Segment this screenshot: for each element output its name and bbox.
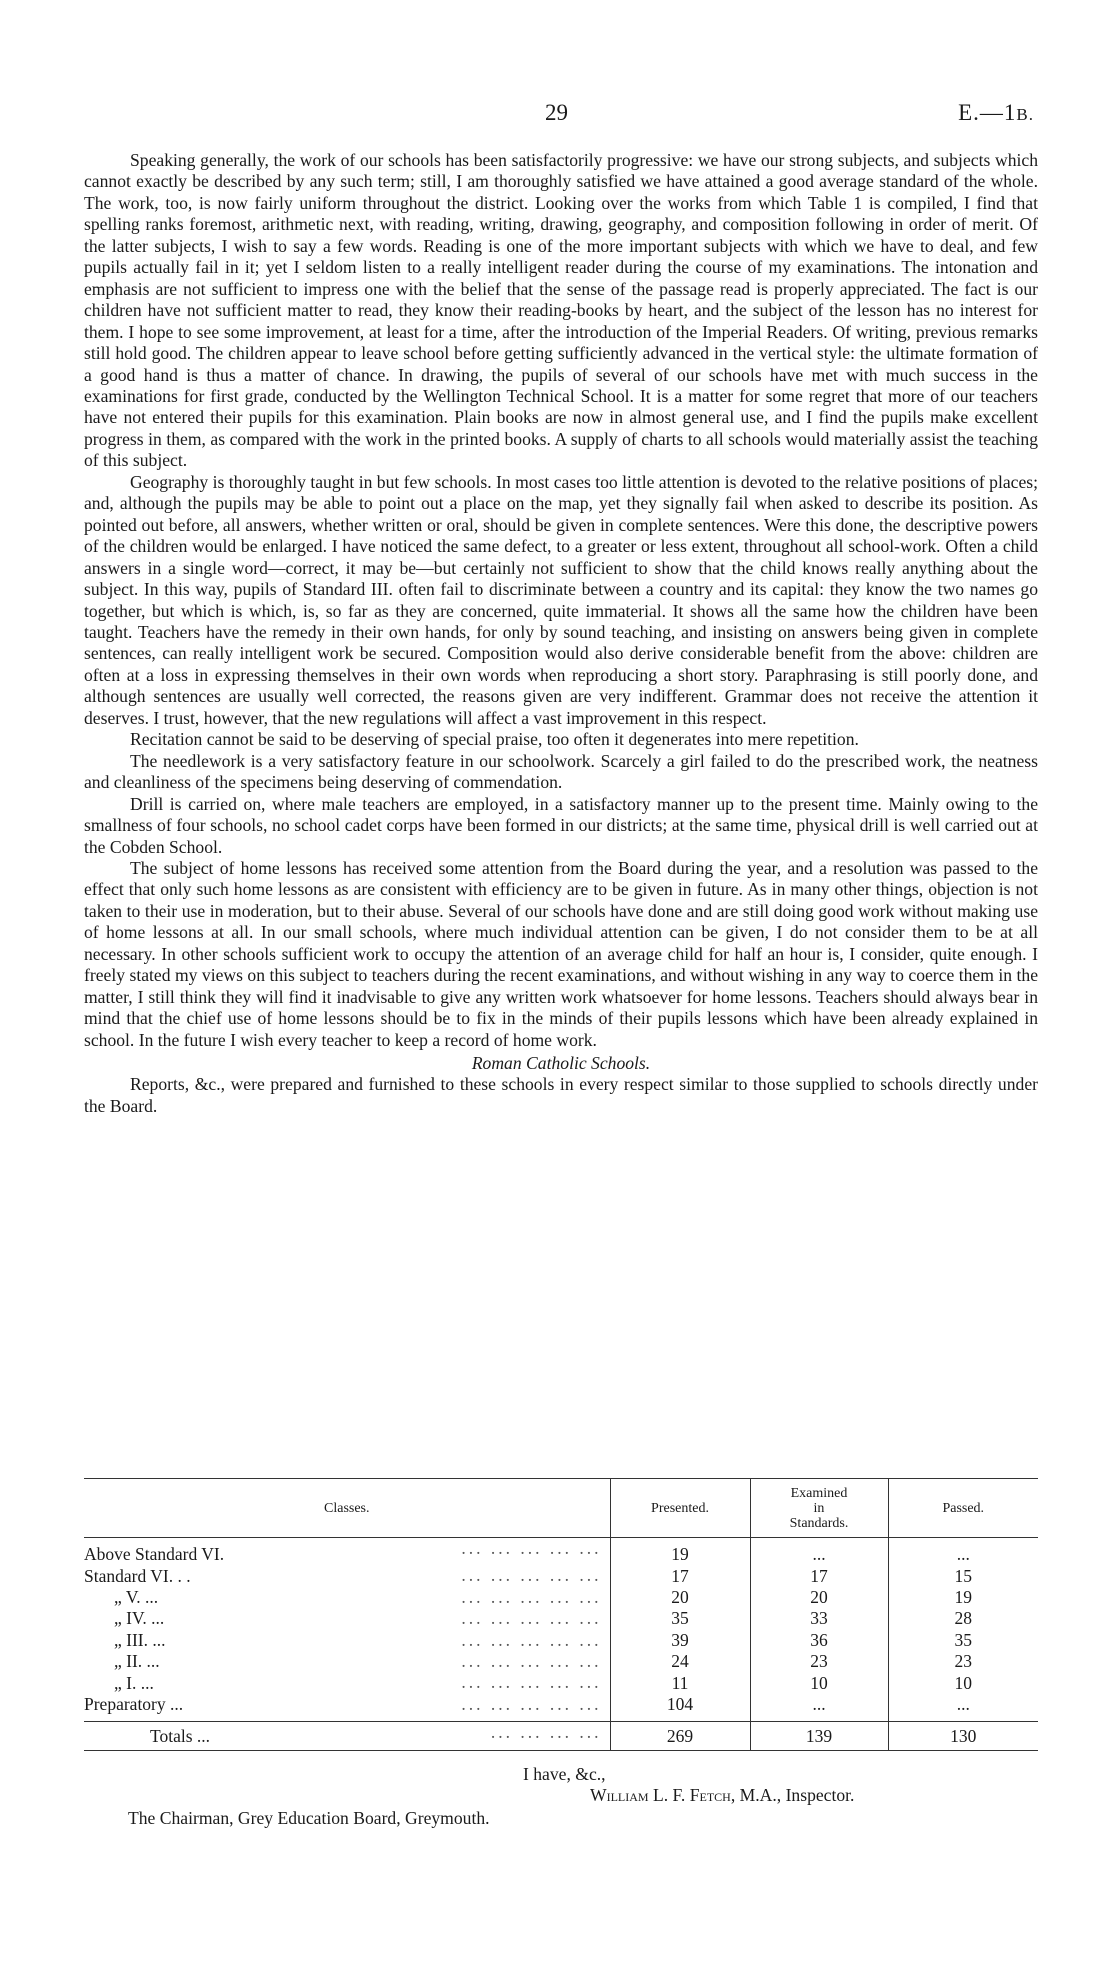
total-presented: 269	[610, 1722, 750, 1751]
cell-presented: 20	[610, 1587, 750, 1608]
cell-examined: 10	[750, 1672, 888, 1693]
paragraph-geography: Geography is thoroughly taught in but few schools. In most cases too little attention is devoted to the relative positions of places; and, although the pupils may be able to point out a place on the map, yet they signally fail when asked to describe its position. As pointed out before, all answers, whether written or oral, should be given in complete sentences. Were this done, the descriptive powers of the children would be enlarged. I have noticed the same defect, to a greater or less extent, throughout all school-work. Often a child answers in a single word—correct, it may be—but certainly not sufficient to show that the child knows really anything about the subject. In this way, pupils of Standard III. often fail to discriminate between a country and its capital: they know the two names go together, but which is which, is, so far as they are concerned, quite immaterial. It shows all the same how the children have been taught. Teachers have the remedy in their own hands, for only by sound teaching, and insisting on answers being given in complete sentences, can really intelligent work be secured. Composition would also derive considerable benefit from the above: children are often at a loss in expressing themselves in their own words when reproducing a short story. Paraphrasing is still poorly done, and although sentences are usually well corrected, the reasons given are very indifferent. Grammar does not receive the attention it deserves. I trust, however, that the new regulations will affect a vast improvement in this respect.	[84, 471, 1038, 728]
cell-passed: ...	[888, 1694, 1038, 1722]
paragraph-home-lessons: The subject of home lessons has received some attention from the Board during the year, and a resolution was passed to the effect that only such home lessons as are consistent with efficiency are to be given in future. As in many other things, objection is not taken to their use in moderation, but to their abuse. Several of our schools have done and are still doing good work without making use of home lessons at all. In our small schools, where much individual attention can be given, I do not consider them to be at all necessary. In other schools sufficient work to occupy the attention of an average child for half an hour is, I consider, quite enough. I freely stated my views on this subject to teachers during the recent examinations, and without wishing in any way to coerce them in the matter, I still think they will find it inadvisable to give any written work whatsoever for home lessons. Teachers should always bear in mind that the chief use of home lessons should be to fix in the minds of their pupils lessons which have been already explained in school. In the future I wish every teacher to keep a record of home work.	[84, 857, 1038, 1050]
row-label: „ V. ...	[84, 1587, 162, 1607]
row-label: „ III. ...	[84, 1630, 170, 1650]
cell-examined: 23	[750, 1651, 888, 1672]
page-number: 29	[545, 100, 568, 125]
cell-passed: ...	[888, 1538, 1038, 1566]
cell-examined: ...	[750, 1538, 888, 1566]
paragraph-drill: Drill is carried on, where male teachers are employed, in a satisfactory manner up to the present time. Mainly owing to the smallness of four schools, no school cadet corps have been formed in our districts; at the same time, physical drill is well carried out at the Cobden School.	[84, 793, 1038, 857]
table-row: „ I. ... ... ... ... ... ... 11 10 10	[84, 1672, 1038, 1693]
cell-examined: 17	[750, 1565, 888, 1586]
cell-passed: 10	[888, 1672, 1038, 1693]
row-label: „ I. ...	[84, 1673, 158, 1693]
results-table	[84, 1478, 1038, 1751]
header-examined-line3: Standards.	[789, 1515, 849, 1531]
cell-examined: 36	[750, 1630, 888, 1651]
total-examined: 139	[750, 1722, 888, 1751]
cell-presented: 11	[610, 1672, 750, 1693]
table-row: Above Standard VI. ... ... ... ... ... 19 ... ...	[84, 1538, 1038, 1566]
closing-salutation: I have, &c.,	[523, 1764, 606, 1784]
cell-presented: 24	[610, 1651, 750, 1672]
document-reference-suffix: B.	[1016, 105, 1034, 124]
cell-passed: 23	[888, 1651, 1038, 1672]
row-label: Standard VI. . .	[84, 1566, 195, 1586]
cell-presented: 104	[610, 1694, 750, 1722]
section-heading-roman-catholic: Roman Catholic Schools.	[471, 1053, 651, 1074]
paragraph-rc-intro: Reports, &c., were prepared and furnished to these schools in every respect similar to those supplied to schools directly under the Board.	[84, 1074, 1038, 1116]
table-row: „ V. ... ... ... ... ... ... 20 20 19	[84, 1587, 1038, 1608]
header-classes: Classes.	[84, 1479, 610, 1538]
paragraph-recitation: Recitation cannot be said to be deserving of special praise, too often it degenerates into mere repetition.	[130, 729, 859, 750]
totals-label: Totals ...	[84, 1726, 214, 1746]
signature-title: , M.A., Inspector.	[730, 1785, 855, 1805]
header-examined	[750, 1479, 888, 1538]
cell-examined: 20	[750, 1587, 888, 1608]
cell-presented: 17	[610, 1565, 750, 1586]
cell-examined: 33	[750, 1608, 888, 1629]
table-row: „ IV. ... ... ... ... ... ... 35 33 28	[84, 1608, 1038, 1629]
cell-presented: 19	[610, 1538, 750, 1566]
table-row: Standard VI. . . ... ... ... ... ... 17 17 15	[84, 1565, 1038, 1586]
row-label: Preparatory ...	[84, 1694, 187, 1714]
row-label: „ IV. ...	[84, 1608, 168, 1628]
row-label: Above Standard VI.	[84, 1544, 228, 1564]
table-row: „ II. ... ... ... ... ... ... 24 23 23	[84, 1651, 1038, 1672]
paragraph-needlework: The needlework is a very satisfactory feature in our schoolwork. Scarcely a girl failed to do the prescribed work, the neatness and cleanliness of the specimens being deserving of commendation.	[84, 750, 1038, 793]
table-row: Preparatory ... ... ... ... ... ... 104 ... ...	[84, 1694, 1038, 1722]
header-examined-line1: Examined	[790, 1485, 848, 1501]
report-body	[84, 150, 1038, 1117]
total-passed: 130	[888, 1722, 1038, 1751]
addressee: The Chairman, Grey Education Board, Greymouth.	[128, 1808, 490, 1828]
paragraph-general: Speaking generally, the work of our schools has been satisfactorily progressive: we have our strong subjects, and subjects which cannot exactly be described by any such term; still, I am thoroughly satisfied we have attained a good average standard of the whole. The work, too, is now fairly uniform throughout the district. Looking over the works from which Table 1 is compiled, I find that spelling ranks foremost, arithmetic next, with reading, writing, drawing, geography, and composition following in order of merit. Of the latter subjects, I wish to say a few words. Reading is one of the more important subjects with which we have to deal, and few pupils actually fail in it; yet I seldom listen to a really intelligent reader during the course of my examinations. The intonation and emphasis are not sufficient to impress one with the belief that the sense of the passage read is properly appreciated. The fact is our children have not sufficient matter to read, they know their reading-books by heart, and the subject of the lesson has no interest for them. I hope to see some improvement, at least for a time, after the introduction of the Imperial Readers. Of writing, previous remarks still hold good. The children appear to leave school before getting sufficiently advanced in the vertical style: the ultimate formation of a good hand is thus a matter of chance. In drawing, the pupils of several of our schools have met with much success in the examinations for first grade, conducted by the Wellington Technical School. It is a matter for some regret that more of our teachers have not entered their pupils for this examination. Plain books are now in almost general use, and I find the pupils make excellent progress in them, as compared with the work in the printed books. A supply of charts to all schools would materially assist the teaching of this subject.	[84, 150, 1038, 471]
signature	[590, 1785, 1114, 1806]
header-examined-line2: in	[813, 1500, 825, 1516]
cell-passed: 19	[888, 1587, 1038, 1608]
cell-passed: 15	[888, 1565, 1038, 1586]
table-row: „ III. ... ... ... ... ... ... 39 36 35	[84, 1630, 1038, 1651]
cell-presented: 39	[610, 1630, 750, 1651]
document-reference-main: E.—1	[958, 100, 1017, 125]
signature-name: William L. F. Fetch	[590, 1785, 731, 1805]
table-header-row	[84, 1479, 1038, 1538]
cell-passed: 28	[888, 1608, 1038, 1629]
cell-presented: 35	[610, 1608, 750, 1629]
page-header	[0, 100, 1114, 130]
row-label: „ II. ...	[84, 1651, 164, 1671]
cell-passed: 35	[888, 1630, 1038, 1651]
cell-examined: ...	[750, 1694, 888, 1722]
header-presented: Presented.	[610, 1479, 750, 1538]
document-reference	[958, 100, 1034, 126]
header-passed: Passed.	[888, 1479, 1038, 1538]
table-totals-row: Totals ... ... ... ... ... 269 139 130	[84, 1722, 1038, 1751]
